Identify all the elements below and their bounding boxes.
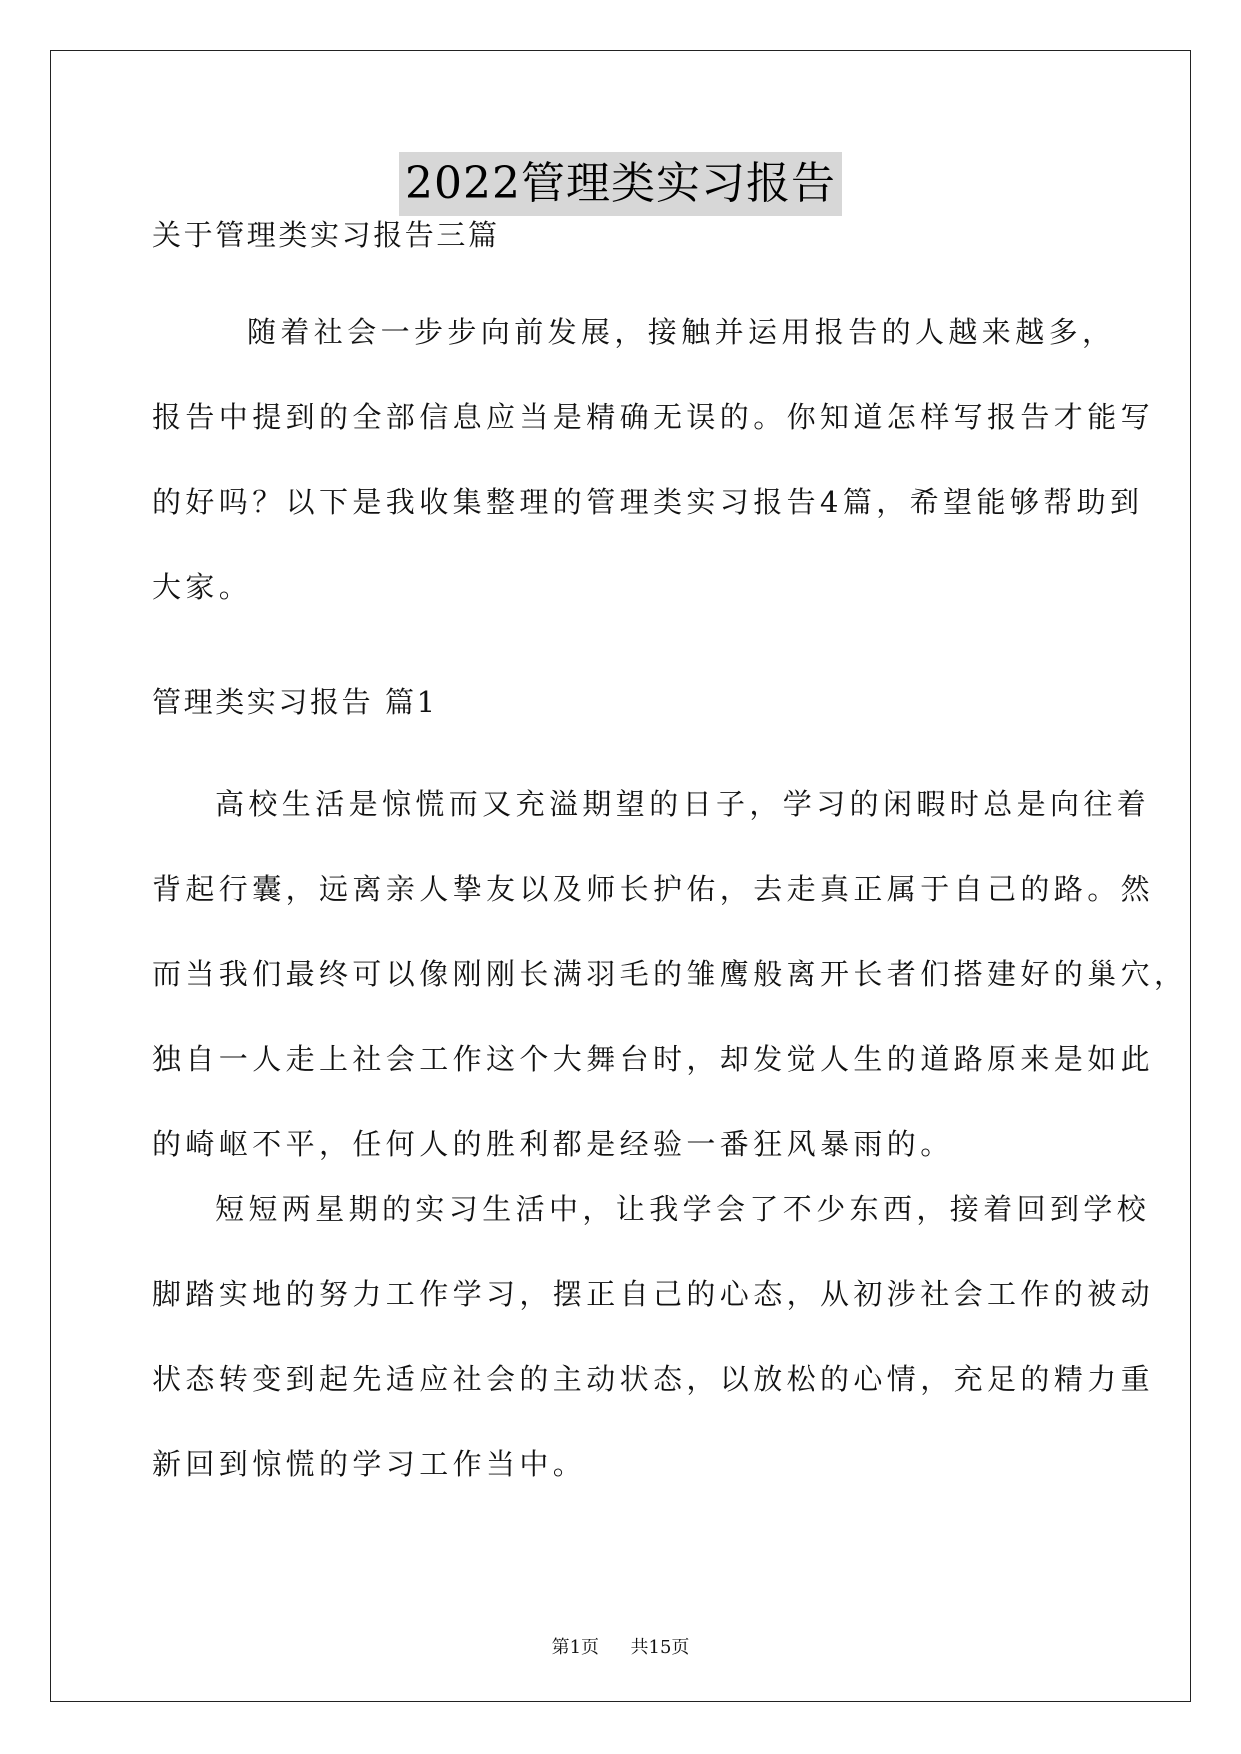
intro-line: 大家。 [152,570,253,604]
paragraph-line: 的崎岖不平，任何人的胜利都是经验一番狂风暴雨的。 [152,1127,954,1161]
paragraph-line: 背起行囊，远离亲人挚友以及师长护佑，去走真正属于自己的路。然 [152,872,1155,906]
intro-line: 随着社会一步步向前发展，接触并运用报告的人越来越多， [247,315,1116,349]
document-subtitle: 关于管理类实习报告三篇 [152,218,500,252]
paragraph-1 [152,762,1188,1187]
paragraph-line: 独自一人走上社会工作这个大舞台时，却发觉人生的道路原来是如此 [152,1042,1155,1076]
paragraph-line: 新回到惊慌的学习工作当中。 [152,1447,587,1481]
title-container [0,152,1241,216]
paragraph-line: 状态转变到起先适应社会的主动状态，以放松的心情，充足的精力重 [152,1362,1155,1396]
document-title: 2022管理类实习报告 [399,152,842,216]
paragraph-line: 而当我们最终可以像刚刚长满羽毛的雏鹰般离开长者们搭建好的巢穴， [152,957,1188,991]
intro-line: 报告中提到的全部信息应当是精确无误的。你知道怎样写报告才能写 [152,400,1155,434]
page-footer [0,1633,1241,1659]
intro-paragraph [152,290,1155,630]
page-total: 共15页 [630,1637,690,1658]
intro-line: 的好吗？以下是我收集整理的管理类实习报告4篇，希望能够帮助到 [152,485,1144,519]
paragraph-2 [152,1167,1155,1507]
paragraph-line: 短短两星期的实习生活中，让我学会了不少东西，接着回到学校 [215,1192,1151,1226]
paragraph-line: 脚踏实地的努力工作学习，摆正自己的心态，从初涉社会工作的被动 [152,1277,1155,1311]
section-heading: 管理类实习报告 篇1 [152,685,438,719]
page-number: 第1页 [551,1637,600,1658]
paragraph-line: 高校生活是惊慌而又充溢期望的日子，学习的闲暇时总是向往着 [215,787,1151,821]
